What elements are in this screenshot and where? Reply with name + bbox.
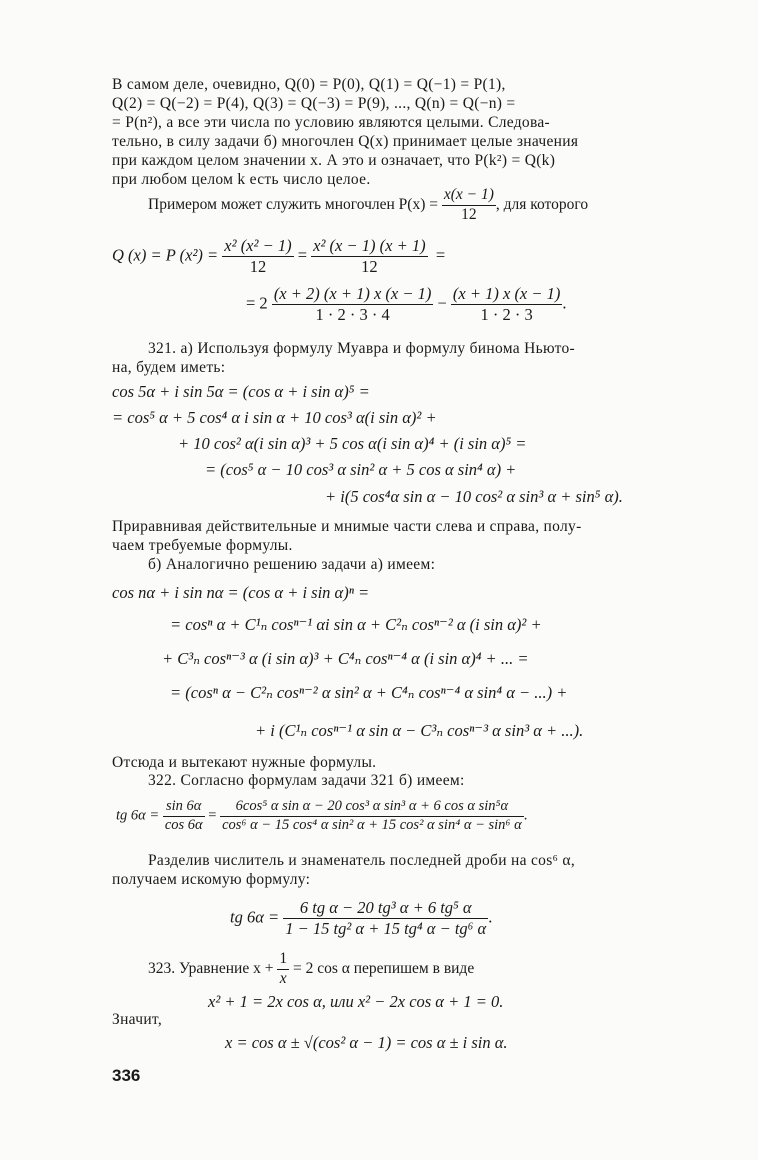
text-line: на, будем иметь: — [112, 359, 226, 376]
page-number: 336 — [112, 1066, 141, 1085]
s323-line — [148, 950, 474, 989]
equation-lhs: tg 6α = — [116, 807, 160, 824]
fraction-denominator: cos 6α — [164, 816, 203, 833]
text-line: Значит, — [112, 1011, 162, 1028]
equation-q-line1 — [112, 236, 445, 277]
fraction-denominator: 1 − 15 tg² α + 15 tg⁴ α − tg⁶ α — [285, 919, 487, 939]
equation-line: x² + 1 = 2x cos α, или x² − 2x cos α + 1 = 0. — [208, 992, 504, 1011]
text-line: Q(2) = Q(−2) = P(4), Q(3) = Q(−3) = P(9), ..., Q(n) = Q(−n) = — [112, 95, 516, 112]
text-line: 321. а) Используя формулу Муавра и формулу бинома Ньюто- — [148, 340, 576, 357]
equation-lhs: tg 6α = — [230, 907, 280, 927]
equation-line: = cos⁵ α + 5 cos⁴ α i sin α + 10 cos³ α(i sin α)² + — [112, 408, 437, 427]
equals-sign: = — [297, 245, 308, 265]
fraction-denominator: 1 · 2 · 3 · 4 — [315, 305, 390, 325]
fraction — [220, 798, 524, 834]
fraction-denominator: 12 — [361, 257, 378, 277]
fraction-numerator: sin 6α — [163, 798, 205, 817]
fraction-denominator: x — [279, 969, 287, 987]
fraction — [163, 798, 205, 834]
equation-line: + i (C¹ₙ cosⁿ⁻¹ α sin α − C³ₙ cosⁿ⁻³ α sin³ α + ...). — [255, 721, 584, 740]
equation-q-line2 — [246, 284, 567, 325]
text-line: Отсюда и вытекают нужные формулы. — [112, 754, 377, 771]
text-line: тельно, в силу задачи б) многочлен Q(x) принимает целые значения — [112, 133, 579, 150]
equals-sign: = — [208, 807, 217, 824]
fraction — [451, 284, 562, 325]
equation-tg-final — [230, 898, 492, 939]
equation-line: cos 5α + i sin 5α = (cos α + i sin α)⁵ = — [112, 382, 370, 401]
equation-line: = cosⁿ α + C¹ₙ cosⁿ⁻¹ αi sin α + C²ₙ cosⁿ⁻² α (i sin α)² + — [170, 615, 542, 634]
equation-line: x = cos α ± √(cos² α − 1) = cos α ± i sin α. — [225, 1033, 508, 1052]
example-text: Примером может служить многочлен P(x) = — [148, 195, 438, 213]
fraction-denominator: 12 — [461, 205, 477, 223]
text-line: при каждом целом значении x. А это и означает, что P(k²) = Q(k) — [112, 152, 556, 169]
text-line: получаем искомую формулу: — [112, 871, 311, 888]
equation-tg-line — [116, 798, 527, 834]
text-line: б) Аналогично решению задачи а) имеем: — [148, 556, 436, 573]
period: . — [488, 907, 493, 927]
equals-sign: = — [435, 245, 446, 265]
fraction-numerator: 6 tg α − 20 tg³ α + 6 tg⁵ α — [283, 898, 488, 919]
fraction-numerator: x² (x − 1) (x + 1) — [311, 236, 427, 257]
text-line: В самом деле, очевидно, Q(0) = P(0), Q(1) = Q(−1) = P(1), — [112, 76, 506, 93]
fraction-numerator: (x + 1) x (x − 1) — [451, 284, 562, 305]
text-segment: 323. Уравнение x + — [148, 959, 274, 977]
fraction-numerator: x² (x² − 1) — [222, 236, 293, 257]
text-line: Приравнивая действительные и мнимые части слева и справа, полу- — [112, 518, 582, 535]
equation-line: + i(5 cos⁴α sin α − 10 cos² α sin³ α + sin⁵ α). — [325, 487, 623, 506]
fraction-denominator: 1 · 2 · 3 — [480, 305, 533, 325]
text-line: чаем требуемые формулы. — [112, 537, 293, 554]
text-line: = P(n²), а все эти числа по условию являются целыми. Следова- — [112, 114, 551, 131]
fraction-denominator: 12 — [249, 257, 267, 277]
equation-line: + 10 cos² α(i sin α)³ + 5 cos α(i sin α)⁴ + (i sin α)⁵ = — [178, 434, 527, 453]
equation-line: + C³ₙ cosⁿ⁻³ α (i sin α)³ + C⁴ₙ cosⁿ⁻⁴ α (i sin α)⁴ + ... = — [162, 649, 529, 668]
fraction — [277, 950, 289, 989]
example-text-after: , для которого — [495, 195, 589, 213]
fraction — [311, 236, 427, 277]
minus-sign: − — [437, 293, 447, 313]
fraction-numerator: (x + 2) (x + 1) x (x − 1) — [272, 284, 434, 305]
example-line — [148, 186, 588, 225]
fraction — [222, 236, 293, 277]
fraction-numerator: 6cos⁵ α sin α − 20 cos³ α sin³ α + 6 cos α sin⁵α — [220, 798, 524, 817]
text-line: Разделив числитель и знаменатель последней дроби на cos⁶ α, — [148, 852, 576, 869]
equation-line: = (cosⁿ α − C²ₙ cosⁿ⁻² α sin² α + C⁴ₙ cosⁿ⁻⁴ α sin⁴ α − ...) + — [170, 683, 568, 702]
fraction — [272, 284, 434, 325]
fraction-numerator: 1 — [277, 950, 289, 970]
text-line: 322. Согласно формулам задачи 321 б) имеем: — [148, 772, 465, 789]
text-line: при любом целом k есть число целое. — [112, 171, 371, 188]
fraction — [283, 898, 488, 939]
example-fraction — [442, 186, 496, 225]
equation-line: cos nα + i sin nα = (cos α + i sin α)ⁿ = — [112, 583, 370, 602]
text-segment: = 2 cos α перепишем в виде — [292, 959, 475, 977]
period: . — [562, 293, 567, 313]
equation-lhs: Q (x) = P (x²) = — [112, 245, 219, 265]
period: . — [523, 807, 528, 824]
fraction-denominator: cos⁶ α − 15 cos⁴ α sin² α + 15 cos² α sin⁴ α − sin⁶ α — [222, 816, 522, 833]
equation-prefix: = 2 — [246, 293, 268, 313]
equation-line: = (cos⁵ α − 10 cos³ α sin² α + 5 cos α sin⁴ α) + — [205, 460, 517, 479]
fraction-numerator: x(x − 1) — [442, 186, 496, 206]
